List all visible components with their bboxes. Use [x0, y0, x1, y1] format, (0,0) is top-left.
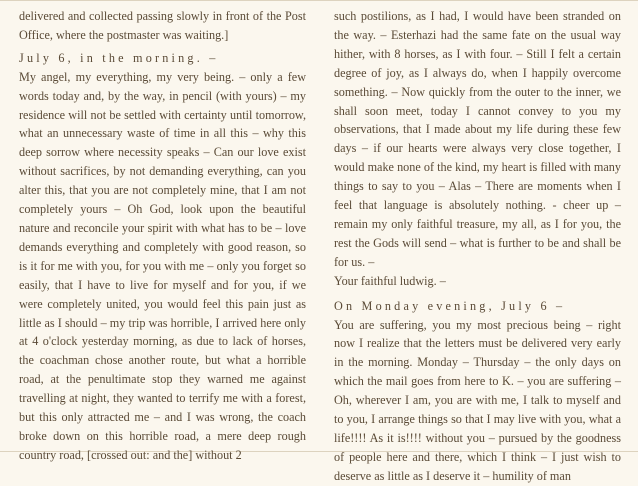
morning-heading: July 6, in the morning. –	[19, 50, 219, 65]
evening-paragraph: You are suffering, you my most precious being – right now I realize that the letters must be delivered very early in the morning. Monday – Thursday – the only days on which the mail goes from here to K. – you are suffering – Oh, wherever I am, you are with me, I talk to myself and to you, I arrange things so that I may live with you, what a life!!!! As it is!!!! without you – pursued by the goodness of people here and there, which I think – I just wish to deserve as little as I deserve it – humility of man	[334, 317, 621, 483]
continuation-paragraph: such postilions, as I had, I would have been stranded on the way. – Esterhazi had the same fate on the usual way hither, with 8 horses, as I with four. – Still I felt a certain degree of joy, as I always do, when I happily overcome something. – Now quickly from the outer to the inner, we shall soon meet, today I cannot convey to you my observations, that I made about my life during these few days – if our hearts were always very close together, I would make none of the kind, my heart is filled with many things to say to you – Alas – There are moments when I feel that language is absolutely nothing. - cheer up – remain my only faithful treasure, my all, as I for you, the rest the Gods will send – what is further to be and shall be for us. –	[334, 9, 621, 269]
evening-heading: On Monday evening, July 6 –	[334, 298, 566, 313]
signoff: Your faithful ludwig. –	[334, 273, 446, 288]
right-column	[334, 7, 621, 486]
left-column	[19, 7, 306, 465]
morning-paragraph: My angel, my everything, my very being. – only a few words today and, by the way, in pencil (with yours) – my residence will not be settled with certainty until tomorrow, what an unnecessary waste of time in all this – why this deep sorrow where necessity speaks – Can our love exist without sacrifices, by not demanding everything, can you alter this, that you are not completely mine, that I am not completely yours – Oh God, look upon the beautiful nature and reconcile your spirit with what has to be – love demands everything and completely with good reason, so is it for me with you, for you with me – only you forget so easily, that I have to live for myself and for you, if we were completely united, you would feel this pain just as little as I should – my trip was horrible, I arrived here only at 4 o'clock yesterday morning, as due to lack of horses, the coachman chose another route, but what a horrible road, at the penultimate stop they warned me against travelling at night, they wanted to terrify me with a forest, but this only attracted me – and I was wrong, the coach broke down on this horrible road, a mere deep rough country road, [crossed out: and the] without 2	[19, 69, 306, 462]
intro-paragraph: delivered and collected passing slowly in front of the Post Office, where the postmaster was waiting.]	[19, 9, 306, 42]
